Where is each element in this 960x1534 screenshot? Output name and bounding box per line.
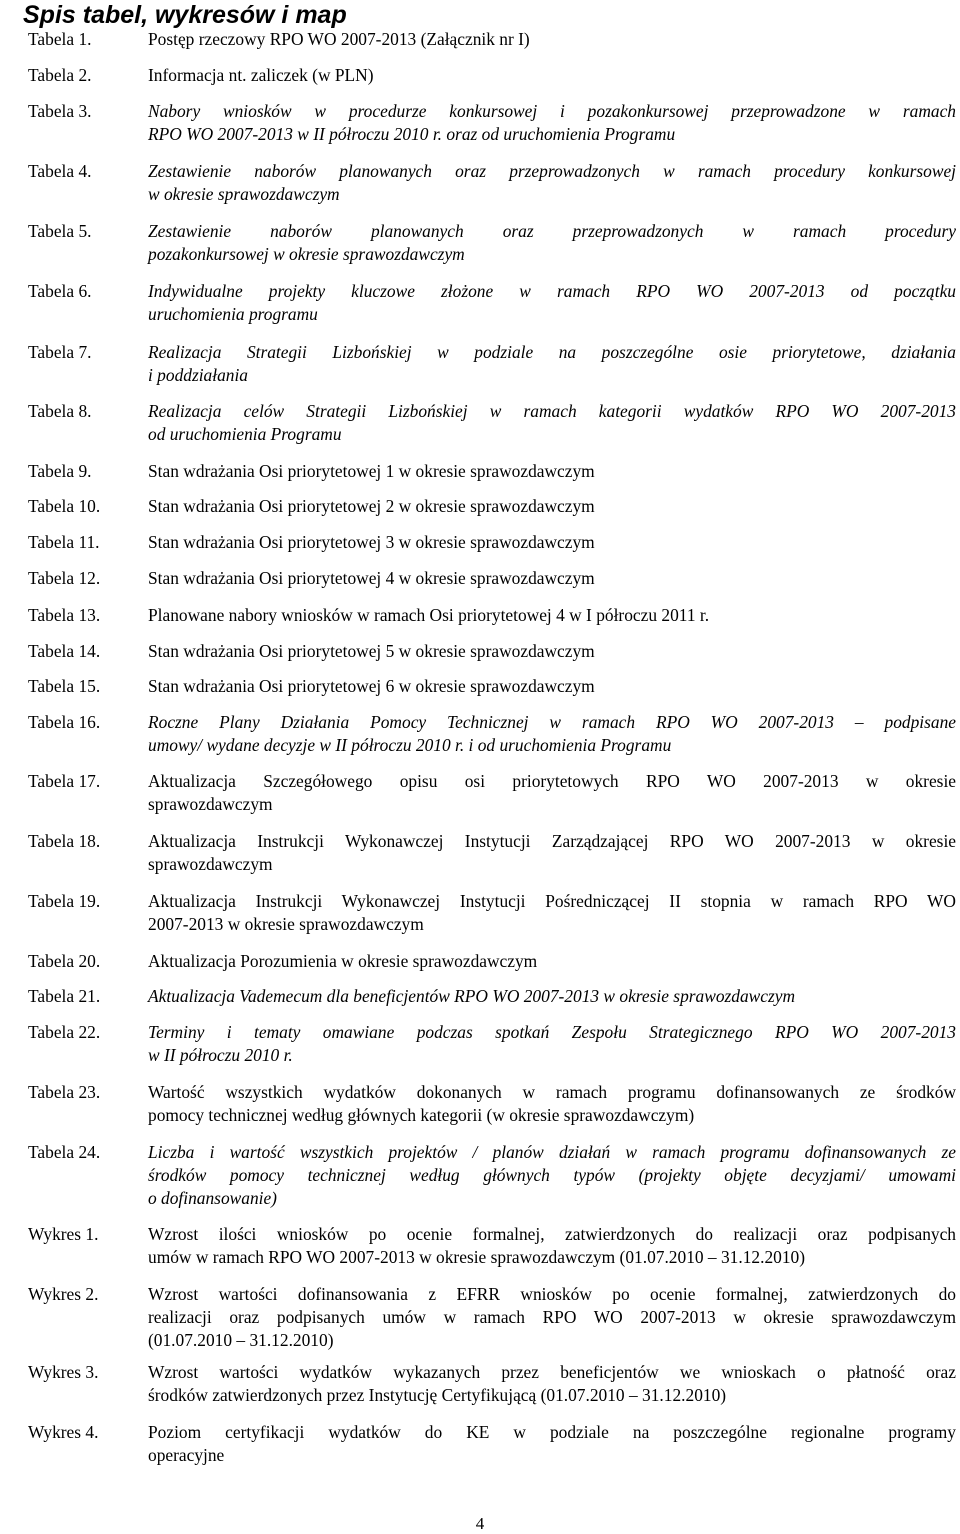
entry-label: Tabela 22. xyxy=(28,1022,101,1042)
entry-label: Tabela 11. xyxy=(28,532,100,552)
entry-title-line: 2007-2013 w okresie sprawozdawczym xyxy=(148,914,424,934)
entry-title-line: operacyjne xyxy=(148,1445,225,1465)
entry-label: Tabela 8. xyxy=(28,401,92,421)
entry-label: Tabela 3. xyxy=(28,101,92,121)
entry-title-line: Zestawienie naborów planowanych oraz przeprowadzonych w ramach procedury xyxy=(148,221,956,241)
entry-title-line: sprawozdawczym xyxy=(148,794,273,814)
entry-title-line: (01.07.2010 – 31.12.2010) xyxy=(148,1330,334,1350)
entry-title xyxy=(148,1141,956,1210)
entry-title xyxy=(148,1361,956,1407)
entry-label: Wykres 2. xyxy=(28,1284,99,1304)
entry-label: Tabela 9. xyxy=(28,461,92,481)
entry-title xyxy=(148,640,956,663)
entry-title-line: pomocy technicznej według głównych kategorii (w okresie sprawozdawczym) xyxy=(148,1105,695,1125)
list-item xyxy=(28,100,956,146)
entry-title xyxy=(148,1421,956,1467)
entry-title-line: Poziom certyfikacji wydatków do KE w podziale na poszczególne regionalne programy xyxy=(148,1422,956,1442)
entry-title xyxy=(148,1081,956,1127)
entry-title-line: Aktualizacja Szczegółowego opisu osi priorytetowych RPO WO 2007-2013 w okresie xyxy=(148,771,956,791)
list-item xyxy=(28,770,956,816)
entry-title-line: i poddziałania xyxy=(148,365,249,385)
list-item xyxy=(28,675,956,698)
entry-title-line: Terminy i tematy omawiane podczas spotkań Zespołu Strategicznego RPO WO 2007-2013 xyxy=(148,1022,956,1042)
entry-title-line: Realizacja celów Strategii Lizbońskiej w ramach kategorii wydatków RPO WO 2007-2013 xyxy=(148,401,956,421)
list-item xyxy=(28,531,956,554)
entry-title-line: Wartość wszystkich wydatków dokonanych w ramach programu dofinansowanych ze środków xyxy=(148,1082,956,1102)
entry-title xyxy=(148,950,956,973)
entry-title xyxy=(148,604,956,627)
entry-label: Wykres 1. xyxy=(28,1224,99,1244)
list-item xyxy=(28,280,956,326)
list-item xyxy=(28,604,956,627)
list-item xyxy=(28,28,956,51)
entry-label: Tabela 10. xyxy=(28,496,101,516)
list-item xyxy=(28,1283,956,1352)
list-item xyxy=(28,1141,956,1210)
list-item xyxy=(28,495,956,518)
entry-title-line: Stan wdrażania Osi priorytetowej 3 w okresie sprawozdawczym xyxy=(148,532,595,552)
entry-title-line: Stan wdrażania Osi priorytetowej 1 w okresie sprawozdawczym xyxy=(148,461,595,481)
entry-label: Tabela 21. xyxy=(28,986,101,1006)
entry-label: Tabela 17. xyxy=(28,771,101,791)
list-item xyxy=(28,400,956,446)
entry-title xyxy=(148,770,956,816)
entry-label: Tabela 6. xyxy=(28,281,92,301)
entry-title xyxy=(148,675,956,698)
entry-label: Tabela 1. xyxy=(28,29,92,49)
entry-label: Tabela 13. xyxy=(28,605,101,625)
list-item xyxy=(28,1361,956,1407)
list-item xyxy=(28,1081,956,1127)
entry-title-line: Stan wdrażania Osi priorytetowej 4 w okresie sprawozdawczym xyxy=(148,568,595,588)
entry-label: Tabela 24. xyxy=(28,1142,101,1162)
entry-title-line: Zestawienie naborów planowanych oraz przeprowadzonych w ramach procedury konkursowej xyxy=(148,161,956,181)
entry-title xyxy=(148,400,956,446)
entry-title-line: Wzrost ilości wniosków po ocenie formalnej, zatwierdzonych do realizacji oraz podpisanych xyxy=(148,1224,956,1244)
entry-title xyxy=(148,830,956,876)
entry-label: Tabela 19. xyxy=(28,891,101,911)
list-item xyxy=(28,890,956,936)
list-item xyxy=(28,830,956,876)
entry-title-line: Aktualizacja Instrukcji Wykonawczej Instytucji Zarządzającej RPO WO 2007-2013 w okresie xyxy=(148,831,956,851)
entry-label: Tabela 4. xyxy=(28,161,92,181)
entry-label: Tabela 20. xyxy=(28,951,101,971)
entry-title-line: RPO WO 2007-2013 w II półroczu 2010 r. oraz od uruchomienia Programu xyxy=(148,124,676,144)
list-item xyxy=(28,460,956,483)
page-title: Spis tabel, wykresów i map xyxy=(23,1,347,29)
entry-label: Tabela 23. xyxy=(28,1082,101,1102)
entry-title-line: realizacji oraz podpisanych umów w ramach RPO WO 2007-2013 w okresie sprawozdawczym xyxy=(148,1307,956,1327)
entry-label: Tabela 18. xyxy=(28,831,101,851)
entry-title xyxy=(148,711,956,757)
entry-title-line: od uruchomienia Programu xyxy=(148,424,342,444)
list-item xyxy=(28,1021,956,1067)
list-item xyxy=(28,64,956,87)
entry-title-line: Stan wdrażania Osi priorytetowej 6 w okresie sprawozdawczym xyxy=(148,676,595,696)
entry-label: Tabela 12. xyxy=(28,568,101,588)
entry-title-line: Stan wdrażania Osi priorytetowej 2 w okresie sprawozdawczym xyxy=(148,496,595,516)
entry-title-line: w okresie sprawozdawczym xyxy=(148,184,340,204)
list-item xyxy=(28,711,956,757)
entry-label: Wykres 3. xyxy=(28,1362,99,1382)
list-item xyxy=(28,220,956,266)
entry-label: Tabela 7. xyxy=(28,342,92,362)
entry-label: Wykres 4. xyxy=(28,1422,99,1442)
entry-title-line: środków zatwierdzonych przez Instytucję Certyfikującą (01.07.2010 – 31.12.2010) xyxy=(148,1385,727,1405)
page-number: 4 xyxy=(475,1514,485,1533)
list-item xyxy=(28,950,956,973)
entry-title xyxy=(148,890,956,936)
list-item xyxy=(28,640,956,663)
entry-title xyxy=(148,531,956,554)
entry-title-line: Aktualizacja Instrukcji Wykonawczej Instytucji Pośredniczącej II stopnia w ramach RPO WO xyxy=(148,891,956,911)
entry-title-line: Roczne Plany Działania Pomocy Technicznej w ramach RPO WO 2007-2013 – podpisane xyxy=(148,712,956,732)
list-item xyxy=(28,1421,956,1467)
entry-title-line: o dofinansowanie) xyxy=(148,1188,277,1208)
entry-title-line: Stan wdrażania Osi priorytetowej 5 w okresie sprawozdawczym xyxy=(148,641,595,661)
list-item xyxy=(28,1223,956,1269)
entry-title-line: umowy/ wydane decyzje w II półroczu 2010 r. i od uruchomienia Programu xyxy=(148,735,672,755)
entry-title-line: Wzrost wartości dofinansowania z EFRR wniosków po ocenie formalnej, zatwierdzonych do xyxy=(148,1284,956,1304)
list-item xyxy=(28,160,956,206)
entry-title-line: uruchomienia programu xyxy=(148,304,318,324)
entry-title-line: w II półroczu 2010 r. xyxy=(148,1045,293,1065)
entry-title xyxy=(148,567,956,590)
entry-title-line: sprawozdawczym xyxy=(148,854,273,874)
entry-title xyxy=(148,1021,956,1067)
entry-title-line: umów w ramach RPO WO 2007-2013 w okresie sprawozdawczym (01.07.2010 – 31.12.2010) xyxy=(148,1247,806,1267)
entry-title xyxy=(148,460,956,483)
list-item xyxy=(28,341,956,387)
entry-title-line: Realizacja Strategii Lizbońskiej w podziale na poszczególne osie priorytetowe, działania xyxy=(148,342,956,362)
entry-title xyxy=(148,220,956,266)
entry-title xyxy=(148,64,956,87)
entry-title xyxy=(148,100,956,146)
entry-title xyxy=(148,280,956,326)
entry-title xyxy=(148,1283,956,1352)
entry-title-line: Informacja nt. zaliczek (w PLN) xyxy=(148,65,374,85)
entry-title-line: Aktualizacja Vademecum dla beneficjentów RPO WO 2007-2013 w okresie sprawozdawczym xyxy=(148,986,796,1006)
entry-title xyxy=(148,1223,956,1269)
entry-title-line: Liczba i wartość wszystkich projektów / planów działań w ramach programu dofinansowanych ze xyxy=(148,1142,956,1162)
entry-title-line: Wzrost wartości wydatków wykazanych przez beneficjentów we wnioskach o płatność oraz xyxy=(148,1362,956,1382)
entry-title-line: Nabory wniosków w procedurze konkursowej i pozakonkursowej przeprowadzone w ramach xyxy=(148,101,956,121)
entry-title xyxy=(148,160,956,206)
entry-title-line: Planowane nabory wniosków w ramach Osi priorytetowej 4 w I półroczu 2011 r. xyxy=(148,605,710,625)
entry-title-line: Indywidualne projekty kluczowe złożone w ramach RPO WO 2007-2013 od początku xyxy=(148,281,956,301)
entry-title xyxy=(148,495,956,518)
entry-title xyxy=(148,985,956,1008)
entry-label: Tabela 16. xyxy=(28,712,101,732)
list-item xyxy=(28,985,956,1008)
entry-label: Tabela 14. xyxy=(28,641,101,661)
entry-title xyxy=(148,341,956,387)
entry-title-line: pozakonkursowej w okresie sprawozdawczym xyxy=(148,244,465,264)
entry-label: Tabela 2. xyxy=(28,65,92,85)
entry-label: Tabela 5. xyxy=(28,221,92,241)
entry-title-line: środków pomocy technicznej według głównych typów (projekty objęte decyzjami/ umowami xyxy=(148,1165,956,1185)
entry-title xyxy=(148,28,956,51)
entry-title-line: Aktualizacja Porozumienia w okresie sprawozdawczym xyxy=(148,951,538,971)
entry-label: Tabela 15. xyxy=(28,676,101,696)
entry-title-line: Postęp rzeczowy RPO WO 2007-2013 (Załącznik nr I) xyxy=(148,29,530,49)
list-item xyxy=(28,567,956,590)
